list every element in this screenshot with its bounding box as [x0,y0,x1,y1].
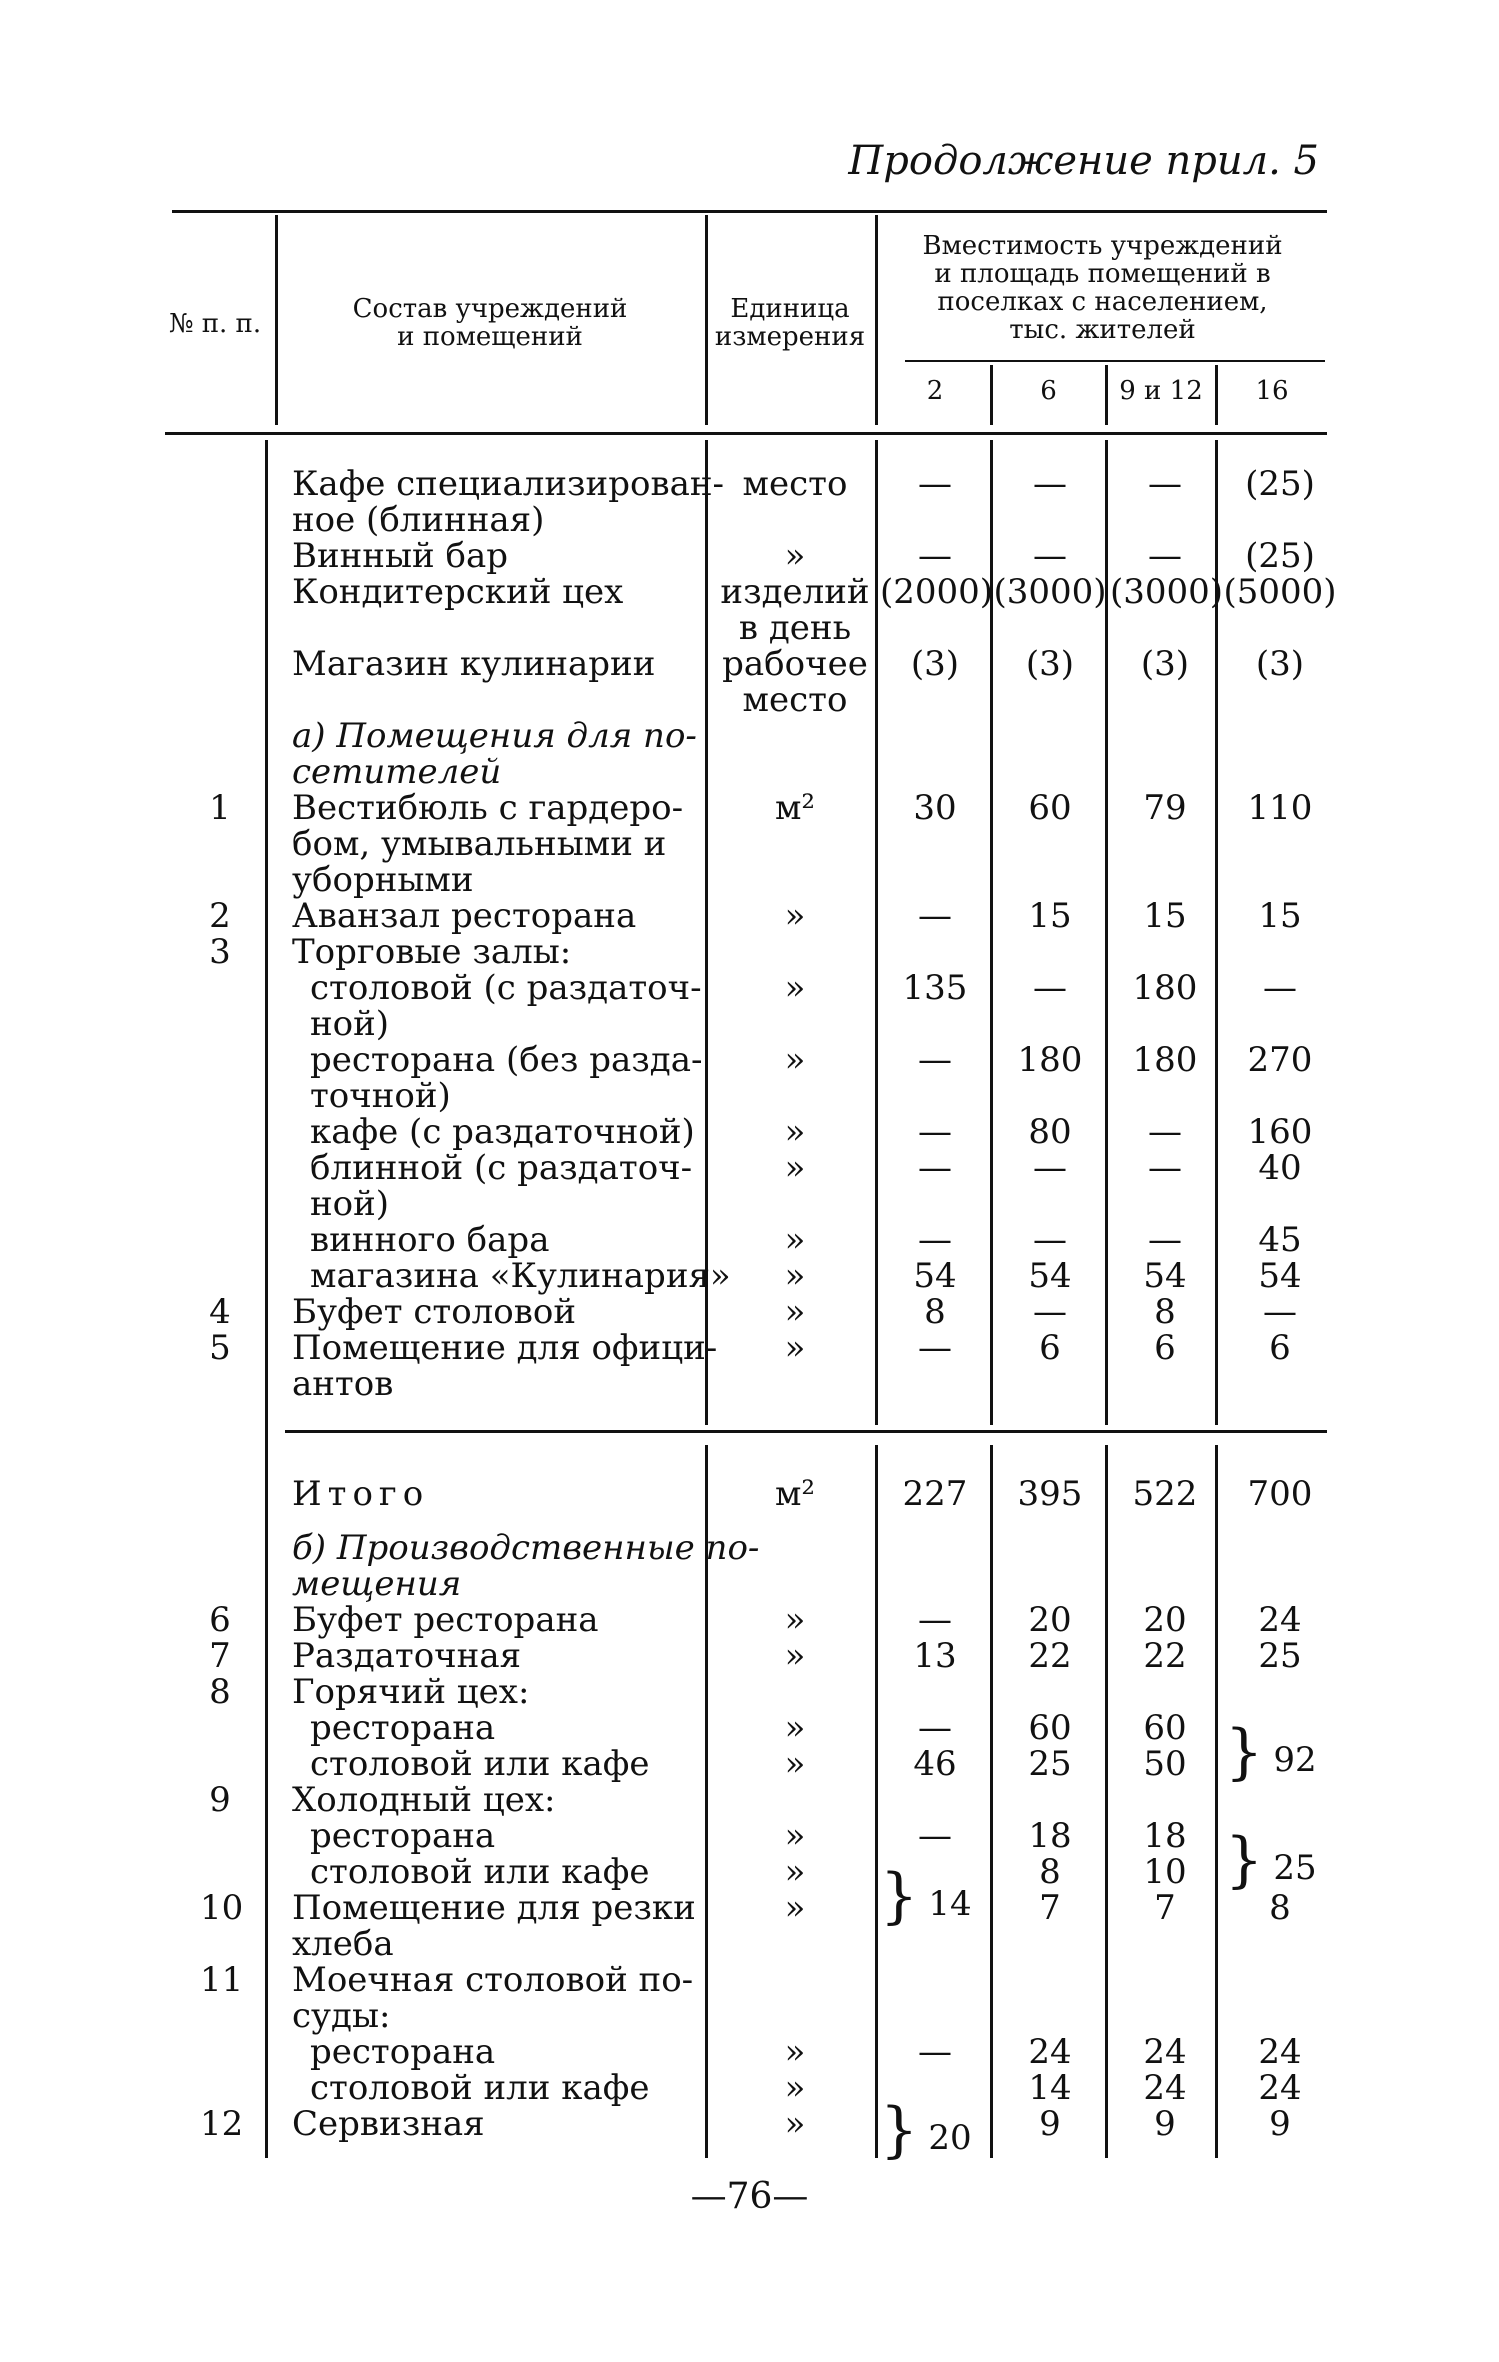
total-v2: 395 [1017,1474,1083,1514]
cell-c4: 24 [1258,2032,1302,2072]
cell-c4: 6 [1269,1328,1291,1368]
cell-c3: — [1148,536,1182,576]
cell-unit: » [784,1888,806,1928]
col-header-name-line1: Состав учреждений [352,294,628,324]
cell-name: Аванзал ресторана [292,896,637,936]
cell-name: суды: [292,1996,391,2036]
col-header-capacity [880,232,1325,344]
cell-unit: » [784,1852,806,1892]
cell-c1: — [918,1600,952,1640]
cell-c2: — [1033,464,1067,504]
table-row [0,1530,1499,1566]
cell-name: сетителей [292,752,502,792]
table-row [0,970,1499,1006]
cell-unit: » [784,1744,806,1784]
cell-c1: — [918,1220,952,1260]
table-row [0,1998,1499,2034]
cell-c3: (3) [1140,644,1190,684]
table-row [0,862,1499,898]
cell-num: 5 [209,1328,231,1368]
cell-unit: » [784,896,806,936]
table-row [0,934,1499,970]
cell-c4: 270 [1247,1040,1313,1080]
cell-c3: 180 [1132,968,1198,1008]
total-unit: м² [774,1474,816,1514]
cell-c4: 160 [1247,1112,1313,1152]
total-v4: 700 [1247,1474,1313,1514]
cell-c3: 18 [1143,1816,1187,1856]
cell-name: Раздаточная [292,1636,522,1676]
cell-c2: 24 [1028,2032,1072,2072]
cell-name: столовой или кафе [310,1852,650,1892]
table-row [0,1366,1499,1402]
table-row [0,754,1499,790]
total-rule [285,1430,1327,1433]
col-line-num [275,215,278,425]
cell-c3: 60 [1143,1708,1187,1748]
col-header-unit [705,295,875,351]
table-row [0,2034,1499,2070]
cell-c2: (3) [1025,644,1075,684]
total-v3: 522 [1132,1474,1198,1514]
cell-c3: 54 [1143,1256,1187,1296]
cell-c1: 30 [913,788,957,828]
merged-wash-2: 20 [928,2118,972,2158]
col-header-unit-line2: измерения [714,322,866,352]
cell-c2: — [1033,1292,1067,1332]
cell-name: столовой или кафе [310,2068,650,2108]
col-header-capacity-line2: и площадь помещений в [934,259,1271,289]
cell-c3: 15 [1143,896,1187,936]
cell-num: 2 [209,896,231,936]
cell-name: Кондитерский цех [292,572,624,612]
cell-c2: — [1033,1148,1067,1188]
table-row [0,718,1499,754]
table-row [0,1258,1499,1294]
cell-c1: (2000) [880,572,994,612]
cell-name: а) Помещения для по- [292,716,697,756]
cell-c1: (3) [910,644,960,684]
subheader-rule [905,360,1325,362]
cell-name: точной) [310,1076,451,1116]
cell-unit: » [784,1708,806,1748]
col-header-capacity-line3: поселках с населением, [937,287,1268,317]
cell-c3: 8 [1154,1292,1176,1332]
total-label: Итого [292,1474,430,1514]
cell-name: ресторана [310,1816,496,1856]
col-header-name [280,295,700,351]
cell-unit: » [784,536,806,576]
cell-name: хлеба [292,1924,394,1964]
table-row [0,1294,1499,1330]
cell-c2: 18 [1028,1816,1072,1856]
merged-cold-2: 14 [928,1884,972,1924]
cell-name: Винный бар [292,536,509,576]
cell-num: 8 [209,1672,231,1712]
page-number: —76— [690,2176,809,2217]
col-header-num: № п. п. [168,309,262,339]
cell-c4: 9 [1269,2104,1291,2144]
cell-c3: 10 [1143,1852,1187,1892]
cell-name: ное (блинная) [292,500,545,540]
cell-unit: » [784,1256,806,1296]
cell-c1: 13 [913,1636,957,1676]
table-row [0,574,1499,610]
cell-c2: 9 [1039,2104,1061,2144]
cell-c3: 22 [1143,1636,1187,1676]
cell-c3: 50 [1143,1744,1187,1784]
cell-c2: (3000) [993,572,1107,612]
cell-unit: м² [774,788,816,828]
cell-c4: (3) [1255,644,1305,684]
cell-name: ресторана [310,2032,496,2072]
cell-c1: — [918,1040,952,1080]
cell-unit: » [784,968,806,1008]
cell-c4: 8 [1269,1888,1291,1928]
cell-c3: 20 [1143,1600,1187,1640]
cell-c2: 180 [1017,1040,1083,1080]
cell-c4: (25) [1245,536,1315,576]
cell-unit: » [784,1112,806,1152]
cell-name: столовой (с раздаточ- [310,968,702,1008]
cell-c4: 40 [1258,1148,1302,1188]
cell-c4: (25) [1245,464,1315,504]
cell-c2: 14 [1028,2068,1072,2108]
table-row [0,1222,1499,1258]
col-header-unit-line1: Единица [730,294,850,324]
cell-c1: — [918,1148,952,1188]
cell-c1: — [918,536,952,576]
cell-c2: 22 [1028,1636,1072,1676]
cell-c2: 8 [1039,1852,1061,1892]
cell-c3: — [1148,1112,1182,1152]
merged-cold-16: 25 [1273,1848,1317,1888]
table-row [0,1566,1499,1602]
brace-cold-2: } [880,1861,919,1931]
table-row [0,538,1499,574]
cell-name: ной) [310,1184,390,1224]
cell-c2: 6 [1039,1328,1061,1368]
table-row [0,1782,1499,1818]
table-row [0,1330,1499,1366]
cell-unit: » [784,1600,806,1640]
cell-name: уборными [292,860,474,900]
cell-name: мещения [292,1564,462,1604]
cell-c2: — [1033,1220,1067,1260]
cell-c2: 25 [1028,1744,1072,1784]
cell-c3: — [1148,1148,1182,1188]
cell-num: 11 [200,1960,244,2000]
cell-unit: » [784,2104,806,2144]
cell-name: столовой или кафе [310,1744,650,1784]
cell-c1: 135 [902,968,968,1008]
cell-num: 3 [209,932,231,972]
table-row [0,2106,1499,2142]
cell-num: 4 [209,1292,231,1332]
col-header-capacity-line1: Вместимость учреждений [922,231,1283,261]
header-bottom-rule [165,432,1327,435]
cell-num: 6 [209,1600,231,1640]
cell-unit: » [784,1816,806,1856]
cell-name: Буфет столовой [292,1292,577,1332]
cell-c1: — [918,896,952,936]
cell-num: 1 [209,788,231,828]
cell-num: 12 [200,2104,244,2144]
cell-c2: 54 [1028,1256,1072,1296]
cell-name: винного бара [310,1220,550,1260]
col-header-name-line2: и помещений [397,322,583,352]
cell-c2: 20 [1028,1600,1072,1640]
cell-num: 7 [209,1636,231,1676]
merged-hot-16: 92 [1273,1740,1317,1780]
cell-name: блинной (с раздаточ- [310,1148,693,1188]
table-row [0,1602,1499,1638]
cell-c4: 110 [1247,788,1313,828]
cell-c1: — [918,2032,952,2072]
subheader-9-12: 9 и 12 [1119,376,1203,406]
cell-unit: место [742,680,848,720]
table-row [0,1674,1499,1710]
brace-cold: } [1225,1825,1264,1895]
cell-unit: » [784,2068,806,2108]
table-row [0,466,1499,502]
cell-name: кафе (с раздаточной) [310,1112,695,1152]
cell-c1: — [918,464,952,504]
cell-c3: 6 [1154,1328,1176,1368]
table-row [0,790,1499,826]
cell-c3: 24 [1143,2032,1187,2072]
cell-c1: 46 [913,1744,957,1784]
table-row [0,646,1499,682]
cell-name: Буфет ресторана [292,1600,599,1640]
cell-c2: 7 [1039,1888,1061,1928]
table-row [0,2070,1499,2106]
table-row [0,1926,1499,1962]
table-row [0,1150,1499,1186]
col-header-capacity-line4: тыс. жителей [1009,315,1196,345]
cell-c3: 79 [1143,788,1187,828]
table-row [0,1042,1499,1078]
cell-c2: 15 [1028,896,1072,936]
cell-name: Холодный цех: [292,1780,556,1820]
cell-c3: 24 [1143,2068,1187,2108]
cell-name: ресторана [310,1708,496,1748]
cell-c3: 7 [1154,1888,1176,1928]
cell-c4: (5000) [1223,572,1337,612]
table-row [0,826,1499,862]
cell-c1: 8 [924,1292,946,1332]
subheader-16: 16 [1255,376,1289,406]
cell-c3: (3000) [1110,572,1224,612]
subheader-6: 6 [1040,376,1057,406]
cell-c4: 54 [1258,1256,1302,1296]
table-row [0,1962,1499,1998]
cell-c4: 15 [1258,896,1302,936]
cell-c3: 9 [1154,2104,1176,2144]
cell-name: Помещение для офици- [292,1328,718,1368]
table-row [0,1638,1499,1674]
total-row [0,1476,1499,1512]
cell-c4: 45 [1258,1220,1302,1260]
subheader-2: 2 [926,376,944,406]
cell-c2: 60 [1028,788,1072,828]
col-line-unit [875,215,878,425]
cell-unit: » [784,1636,806,1676]
table-row [0,1006,1499,1042]
cell-c2: 60 [1028,1708,1072,1748]
cell-name: ной) [310,1004,390,1044]
page-caption: Продолжение прил. 5 [848,138,1319,184]
cell-c1: — [918,1112,952,1152]
cell-name: Сервизная [292,2104,485,2144]
cell-num: 9 [209,1780,231,1820]
cell-c1: — [918,1816,952,1856]
brace-hot: } [1225,1717,1264,1787]
cell-c1: — [918,1708,952,1748]
cell-unit: рабочее [722,644,868,684]
cell-c3: — [1148,464,1182,504]
cell-name: бом, умывальными и [292,824,667,864]
table-row [0,1186,1499,1222]
cell-c3: 180 [1132,1040,1198,1080]
cell-name: магазина «Кулинария» [310,1256,731,1296]
cell-c1: 54 [913,1256,957,1296]
table-row [0,610,1499,646]
cell-c3: — [1148,1220,1182,1260]
cell-c2: — [1033,536,1067,576]
cell-name: Магазин кулинарии [292,644,656,684]
cell-unit: » [784,1292,806,1332]
cell-unit: » [784,2032,806,2072]
cell-c4: 24 [1258,1600,1302,1640]
table-row [0,898,1499,934]
cell-name: Моечная столовой по- [292,1960,694,2000]
cell-unit: » [784,1328,806,1368]
cell-c2: — [1033,968,1067,1008]
cell-unit: место [742,464,848,504]
cell-name: Помещение для резки [292,1888,696,1928]
table-row [0,1078,1499,1114]
cell-name: антов [292,1364,394,1404]
table-row [0,1114,1499,1150]
cell-c4: 25 [1258,1636,1302,1676]
cell-c4: — [1263,968,1297,1008]
total-v1: 227 [902,1474,968,1514]
cell-name: Вестибюль с гардеро- [292,788,684,828]
cell-unit: в день [738,608,852,648]
cell-num: 10 [200,1888,244,1928]
cell-name: б) Производственные по- [292,1528,760,1568]
cell-c4: 24 [1258,2068,1302,2108]
cell-unit: » [784,1148,806,1188]
cell-name: Торговые залы: [292,932,572,972]
table-row [0,502,1499,538]
cell-c4: — [1263,1292,1297,1332]
cell-c1: — [918,1328,952,1368]
top-rule [172,210,1327,213]
cell-name: Горячий цех: [292,1672,530,1712]
cell-name: Кафе специализирован- [292,464,725,504]
cell-unit: » [784,1040,806,1080]
brace-wash-2: } [880,2095,919,2165]
cell-unit: изделий [720,572,870,612]
cell-name: ресторана (без разда- [310,1040,703,1080]
table-row [0,682,1499,718]
cell-c2: 80 [1028,1112,1072,1152]
cell-unit: » [784,1220,806,1260]
table-row [0,1890,1499,1926]
